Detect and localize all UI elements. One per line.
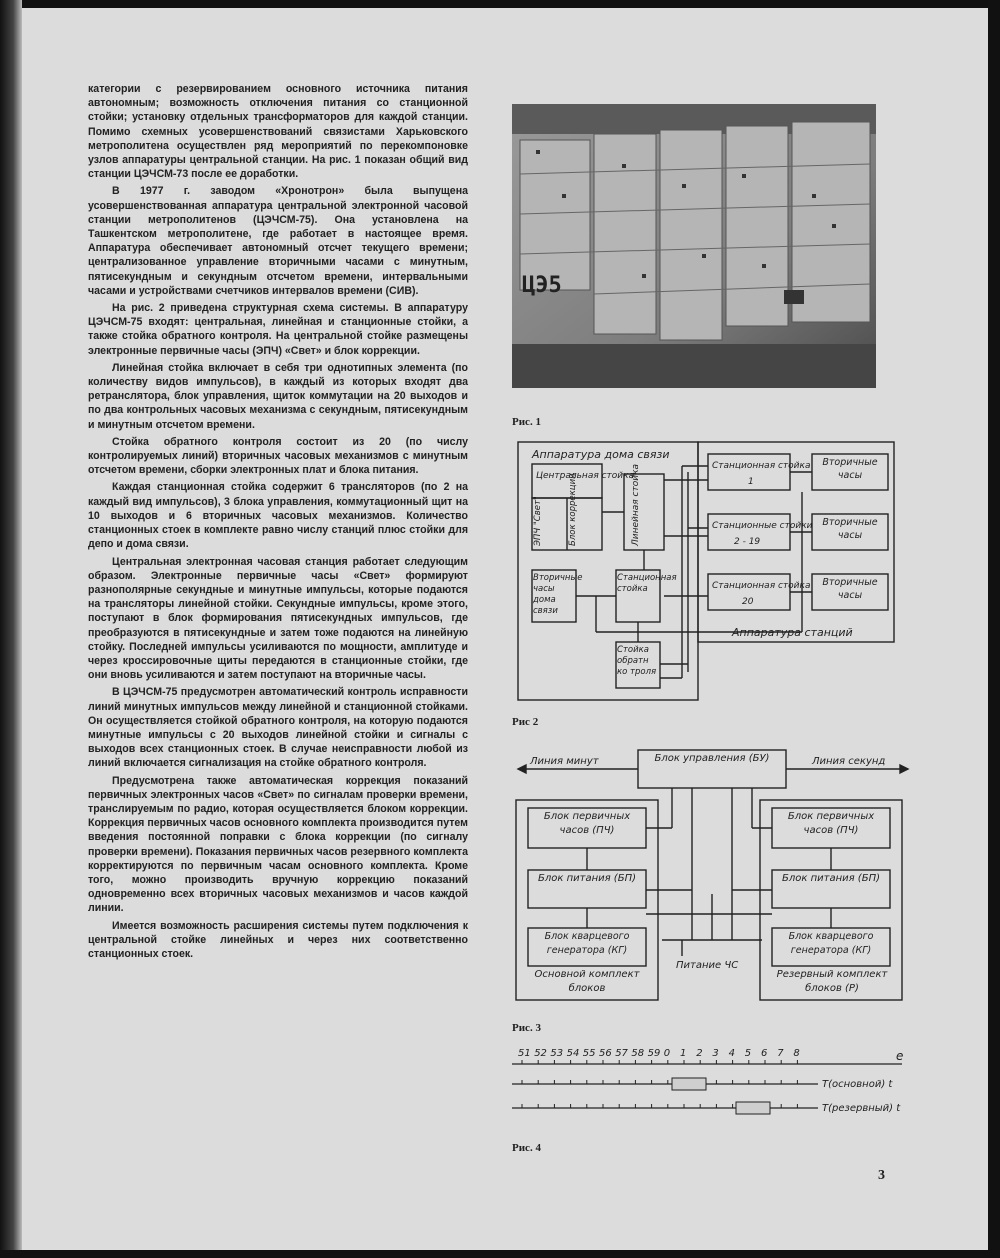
figure-4-caption: Рис. 4: [512, 1142, 541, 1154]
bp-main-label: Блок питания (БП): [538, 873, 636, 884]
linear-rack-label: Линейная стойка: [631, 463, 641, 546]
feedback-rack-label: Стойка обратн ко троля: [617, 645, 657, 677]
st2-label: Станционные стойки: [712, 521, 813, 531]
tick-label: 2: [696, 1048, 703, 1059]
paragraph: Имеется возможность расширения системы путем подключения к центральной стойке линейных и через них соответственно станционных стоек.: [88, 919, 468, 960]
central-rack-box: [532, 464, 602, 498]
secondary-label-2: Вторичные часы: [822, 517, 878, 541]
tick-label: 58: [631, 1048, 645, 1059]
tick-label: 8: [793, 1048, 800, 1059]
paragraph: Центральная электронная часовая станция работает следующим образом. Электронные первичные часы «Свет» формируют разнополярные секундные и минутные импульсы, которые подаются на трансляторы линейной стойки. Секундные импульсы, кроме этого, поступают в блок формирования пятисекундных импульсов, где преобразуются в пятисекундные и затем тоже подаются на линейную стойку. Последней импульсы усиливаются по мощности, амплитуде и через кроссировочные щиты передаются в станционные стойки, где они вновь усиливаются и затем поступают на вторичные часы.: [88, 555, 468, 682]
line-seconds-label: Линия секунд: [812, 756, 886, 767]
secondary-label-1: Вторичные часы: [822, 457, 878, 481]
main-label: Т(основной) t: [822, 1079, 893, 1090]
secondary-home-label: Вторичные часы дома связи: [533, 573, 583, 616]
photo-illustration: [512, 104, 876, 388]
paragraph: Предусмотрена также автоматическая коррекция показаний первичных электронных часов «Свет» по сигналам проверки времени, транслируемым по радио, которая осуществляется блоком коррекции. Коррекция первичных часов основного комплекта производится путем введения постоянной поправки с блока коррекции (по сигналу проверки времени). Показания первичных часов резервного комплекта корректируются по первичным часам основного комплекта. Кроме того, можно производить вручную коррекцию показаний одновременно всех вторичных часовых механизмов и часов каждой линии.: [88, 774, 468, 915]
st1-label: Станционная стойка: [712, 461, 811, 471]
scan-border-top: [22, 0, 1000, 8]
st3-number: 20: [742, 597, 754, 607]
tick-label: 54: [566, 1048, 580, 1059]
tick-label: 1: [680, 1048, 687, 1059]
kg-main-label: Блок кварцевого генератора (КГ): [544, 931, 630, 956]
correction-label: Блок коррекции: [568, 473, 578, 546]
page-number: 3: [878, 1168, 885, 1183]
tick-label: 7: [777, 1048, 784, 1059]
figure-2-diagram: [512, 436, 902, 702]
epch-label: ЭПЧ "Свет": [533, 496, 543, 546]
scan-border-right: [988, 0, 1000, 1258]
bp-reserve-label: Блок питания (БП): [782, 873, 880, 884]
figure-3-caption: Рис. 3: [512, 1022, 541, 1034]
central-rack-label: Центральная стойка: [536, 471, 635, 481]
st2-number: 2 - 19: [734, 537, 761, 547]
figure-4-timing-diagram: [508, 1040, 908, 1130]
reserve-set-label: Резервный комплект блоков (Р): [776, 969, 888, 994]
tick-label: 57: [615, 1048, 628, 1059]
linear-rack-box: [624, 474, 664, 550]
tick-label: 59: [647, 1048, 661, 1059]
st1-number: 1: [748, 477, 754, 487]
tick-label: 5: [744, 1048, 752, 1059]
control-block-label: Блок управления (БУ): [654, 753, 770, 764]
reserve-label: Т(резервный) t: [822, 1103, 901, 1114]
paragraph: На рис. 2 приведена структурная схема системы. В аппаратуру ЦЭЧСМ-75 входят: центральная, линейная и станционные стойки, а также стойка обратного контроля. На центральной стойке размещены электронные первичные часы (ЭПЧ) «Свет» и блок коррекции.: [88, 302, 468, 357]
reserve-pulse: [736, 1102, 770, 1114]
figure-1-caption: Рис. 1: [512, 416, 541, 428]
book-gutter: [0, 0, 22, 1258]
paragraph: Стойка обратного контроля состоит из 20 (по числу контролируемых линий) вторичных часовых механизмов с минутным отсчетом времени, сборки электронных плат и блока питания.: [88, 435, 468, 477]
pch-reserve-label: Блок первичных часов (ПЧ): [787, 811, 875, 836]
axis-label: е: [896, 1049, 904, 1063]
main-pulse: [672, 1078, 706, 1090]
tick-label: 3: [712, 1048, 719, 1059]
line-minutes-label: Линия минут: [530, 756, 599, 767]
body-column: [88, 82, 468, 964]
kg-reserve-label: Блок кварцевого генератора (КГ): [788, 931, 874, 956]
tick-label: 56: [599, 1048, 612, 1059]
figure-2-caption: Рис 2: [512, 716, 539, 728]
station-photo: [512, 104, 876, 388]
tick-label: 53: [550, 1048, 564, 1059]
power-label: Питание ЧС: [676, 960, 739, 971]
paragraph: Линейная стойка включает в себя три однотипных элемента (по количеству видов импульсов), в каждый из которых входят два ретранслятора, блок управления, щиток коммутации на 20 выходов и по два контрольных часовых механизма с секундным, пятисекундным и минутным отсчетом времени.: [88, 361, 468, 431]
tick-label: 51: [518, 1048, 531, 1059]
paragraph: категории с резервированием основного источника питания автономным; возможность отключения питания со станционной стойки; установку отдельных трансформаторов для каждой станции. Помимо схемных усовершенствований связистами Харьковского метрополитена осуществлен ряд мероприятий по перекомпоновке узлов аппаратуры центральной станции. На рис. 1 показан общий вид станции ЦЭЧСМ-73 после ее доработки.: [88, 83, 468, 181]
home-group-label: Аппаратура дома связи: [532, 448, 670, 461]
tick-label: 4: [728, 1048, 735, 1059]
paragraph: В ЦЭЧСМ-75 предусмотрен автоматический контроль исправности линий минутных импульсов между линейной и станционной стойками. Он осуществляется стойкой обратного контроля, на которую подаются минутные импульсы с 20 выходов линейной стойки и сигналы с выходов всех станционных стоек. В случае неисправности любой из линий включается сигнализация на стойке обратного контроля.: [88, 686, 468, 770]
main-set-label: Основной комплект блоков: [534, 969, 640, 994]
paragraph: Каждая станционная стойка содержит 6 трансляторов (по 2 на каждый вид импульсов), 3 блока управления, коммутационный щит на 10 выходов и 6 вторичных часовых механизмов. Количество станционных стоек в комплекте равно числу станций плюс стойки для депо и дома связи.: [88, 481, 468, 551]
stations-group-label: Аппаратура станций: [732, 626, 853, 639]
tick-label: 52: [534, 1048, 547, 1059]
photo-display-text: ЦЭ5: [522, 273, 562, 298]
pch-main-label: Блок первичных часов (ПЧ): [543, 811, 631, 836]
secondary-label-3: Вторичные часы: [822, 577, 878, 601]
figure-3-diagram: [512, 744, 912, 1008]
tick-label: 55: [582, 1048, 596, 1059]
st3-label: Станционная стойка: [712, 581, 811, 591]
station-rack-home-label: Станционная стойка: [617, 573, 677, 594]
scan-border-bottom: [0, 1250, 1000, 1258]
tick-label: 6: [761, 1048, 768, 1059]
paragraph: В 1977 г. заводом «Хронотрон» была выпущена усовершенствованная аппаратура центральной электронной часовой станции метрополитенов (ЦЭЧСМ-75). Она установлена на Ташкентском метрополитене, где работает в настоящее время. Аппаратура обеспечивает автономный отсчет текущего времени; централизованное управление вторичными часами с минутным, пятисекундным и секундным отсчетом времени, интервальными часами и устройствами счетчиков интервалов времени (СИВ).: [88, 185, 468, 297]
tick-label: 0: [663, 1048, 671, 1059]
